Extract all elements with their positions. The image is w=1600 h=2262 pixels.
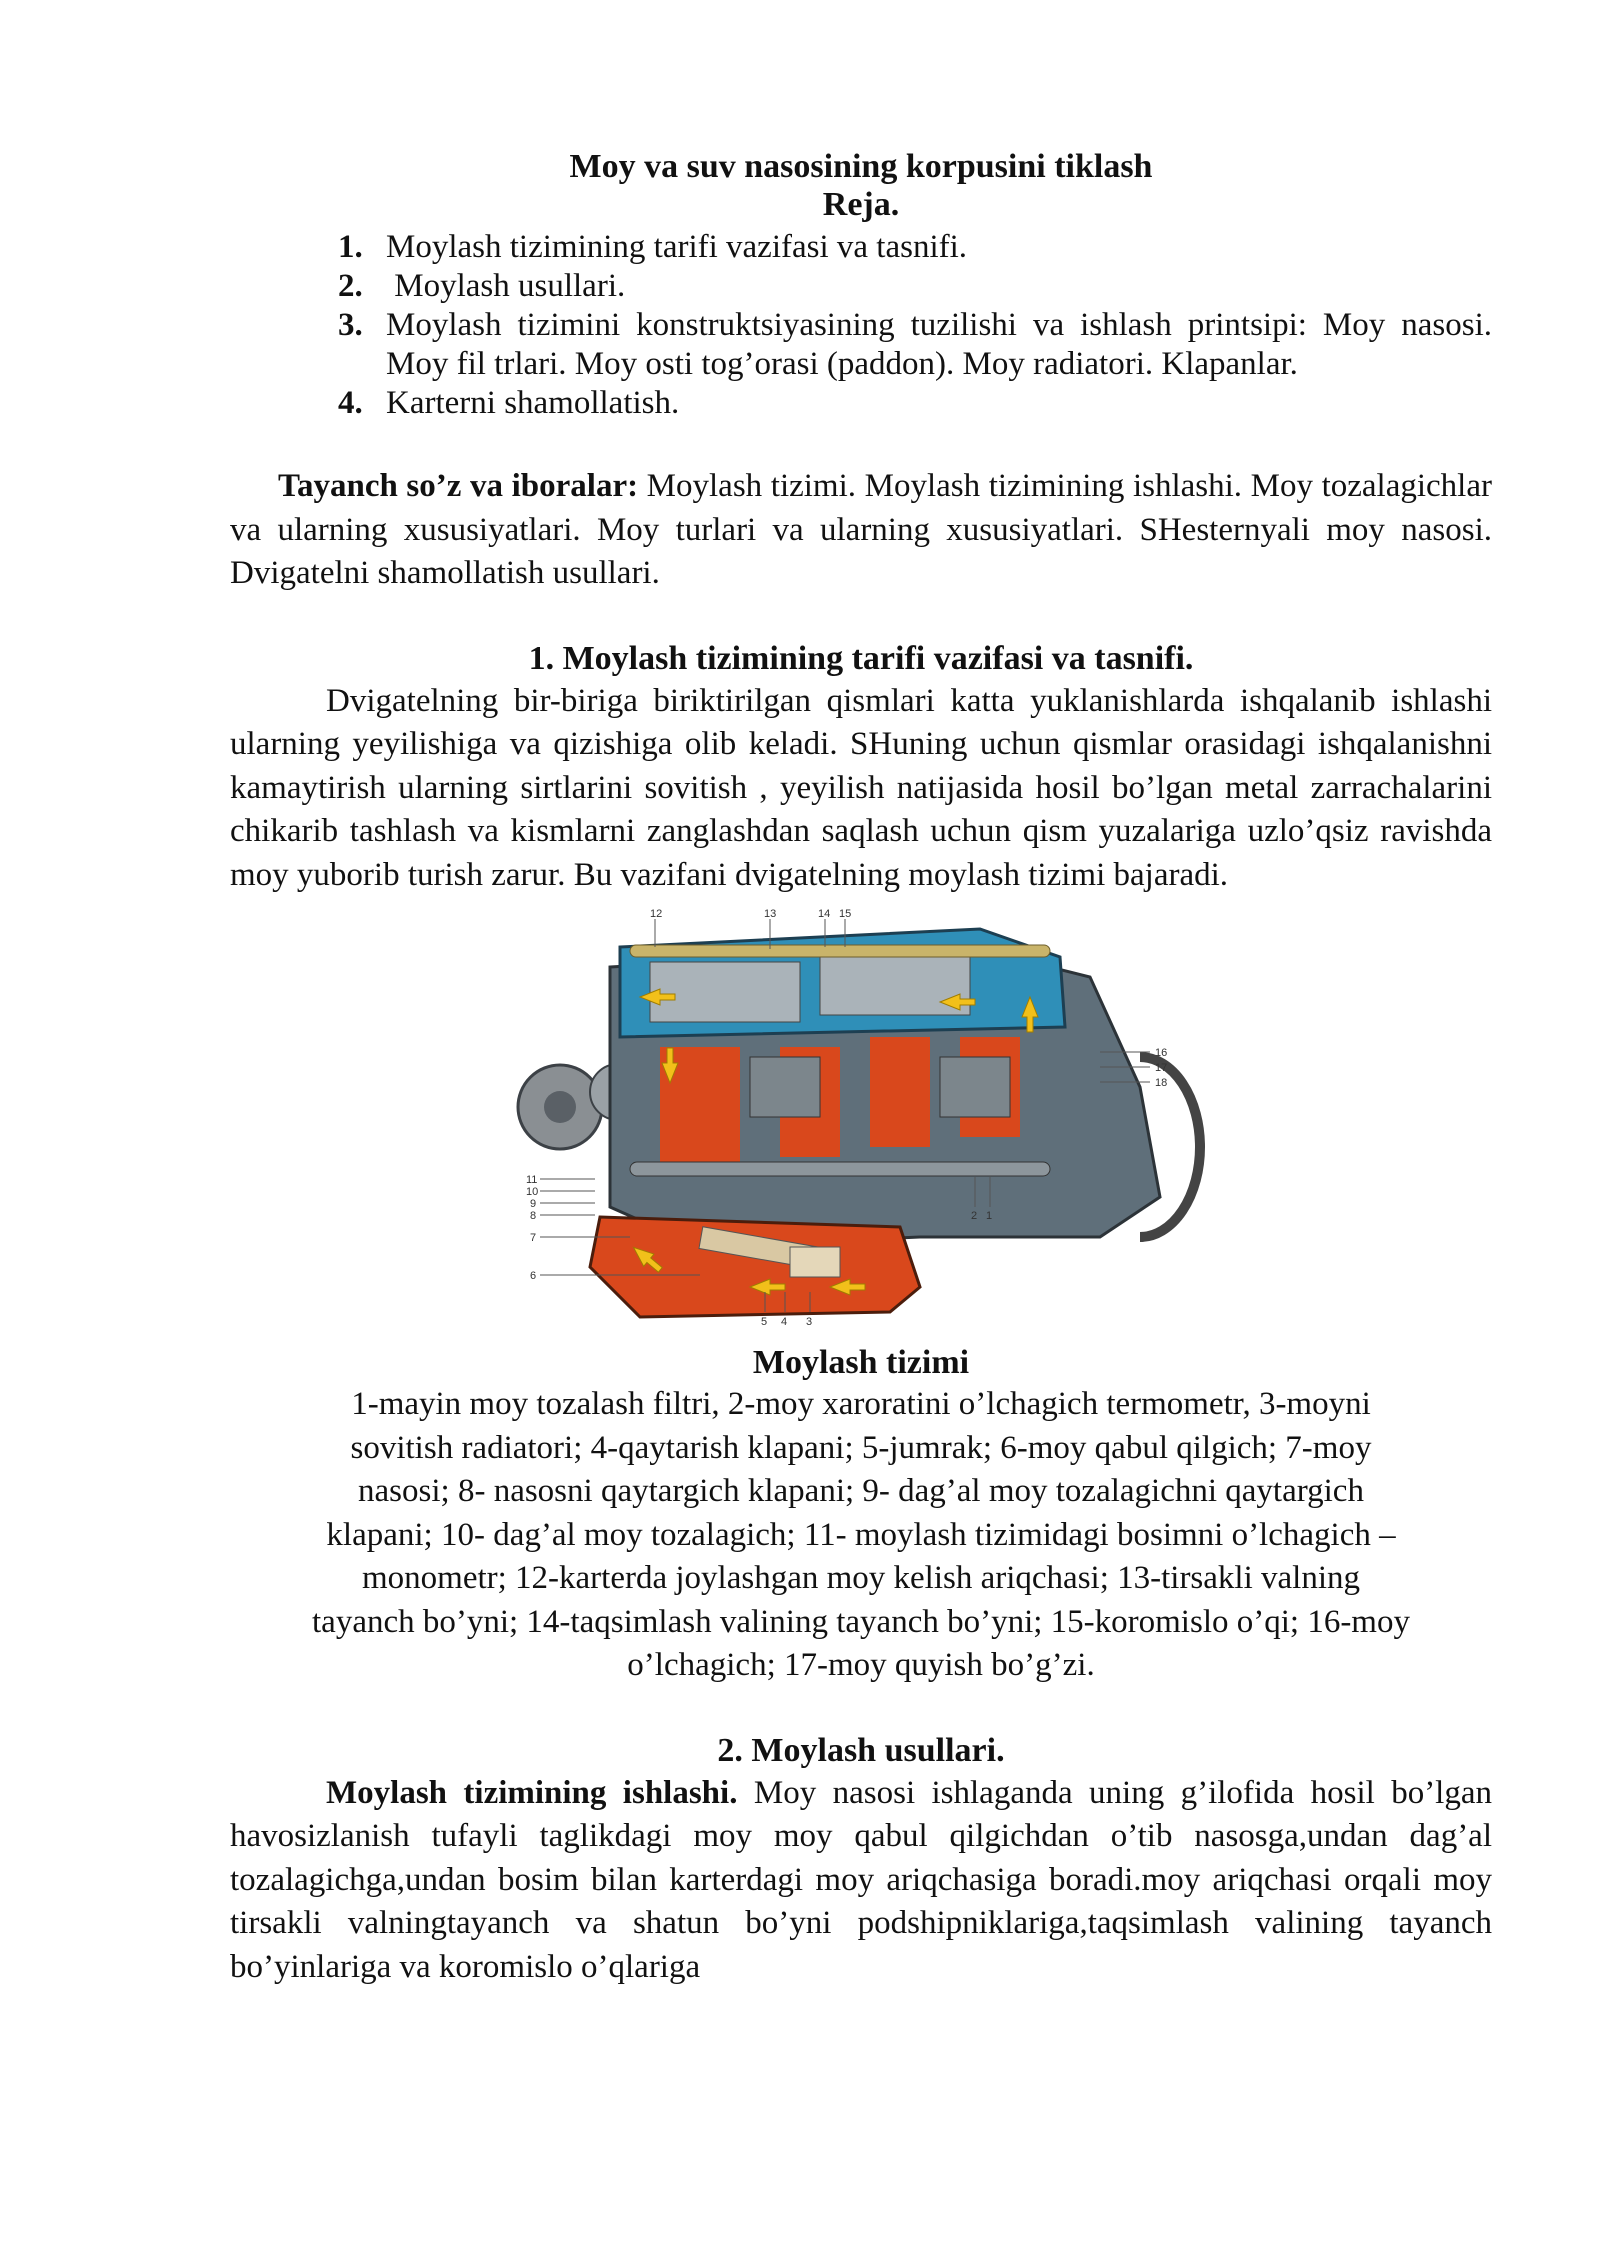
plan-item-text: Moylash usullari.	[386, 268, 626, 304]
engine-lubrication-figure	[500, 907, 1220, 1337]
figure-caption-line: tayanch bo’yni; 14-taqsimlash valining tayanch bo’yni; 15-koromislo o’qi; 16-moy	[312, 1603, 1410, 1640]
plan-item	[338, 306, 1492, 384]
plan-item-text: Karterni shamollatish.	[386, 385, 680, 421]
section1-heading: 1. Moylash tizimining tarifi vazifasi va tasnifi.	[528, 639, 1194, 677]
callout-5: 5	[761, 1316, 768, 1328]
callout-2: 2	[971, 1210, 978, 1222]
callout-12: 12	[650, 908, 663, 920]
spacer	[230, 596, 1492, 638]
callout-7: 7	[530, 1232, 537, 1244]
figure-caption-line: sovitish radiatori; 4-qaytarish klapani; 5-jumrak; 6-moy qabul qilgich; 7-moy	[350, 1429, 1372, 1466]
figure-caption-line: nasosi; 8- nasosni qaytargich klapani; 9- dag’al moy tozalagichni qaytargich	[358, 1473, 1364, 1509]
keywords-label: Tayanch so’z va iboralar:	[278, 468, 639, 504]
figure-caption-line: klapani; 10- dag’al moy tozalagich; 11- moylash tizimidagi bosimni o’lchagich –	[326, 1516, 1396, 1553]
plan-item-number: 4.	[338, 385, 363, 421]
document-title: Moy va suv nasosining korpusini tiklash	[569, 148, 1153, 185]
document-page	[230, 148, 1492, 1989]
callout-17: 17	[1155, 1062, 1168, 1074]
section2-lead: Moylash tizimining ishlashi.	[326, 1774, 738, 1811]
engine-cutaway-illustration	[500, 907, 1220, 1337]
callout-8: 8	[530, 1210, 537, 1222]
plan-list	[230, 228, 1492, 423]
plan-item-number: 1.	[338, 229, 363, 265]
plan-item-text: Moylash tizimining tarifi vazifasi va tasnifi.	[386, 229, 968, 265]
callout-4: 4	[781, 1316, 788, 1328]
keywords-text: Moylash tizimi. Moylash tizimining ishlashi. Moy tozalagichlar va ularning xususiyatlari. Moy turlari va ularning xususiyatlari. SHesternyali moy nasosi. Dvigatelni shamollatish usullari.	[230, 468, 1492, 591]
section1-paragraph: Dvigatelning bir-biriga biriktirilgan qismlari katta yuklanishlarda ishqalanib ishlashi ularning yeyilishiga va qizishiga olib keladi. SHuning uchun qismlar orasidagi ishqalanishni kamaytirish ularning sirtlarini sovitish , yeyilish natijasida hosil bo’lgan metal zarrachalarini chikarib tashlash va kismlarni zanglashdan saqlash uchun qism yuzalariga uzlo’qsiz ravishda moy yuborib turish zarur. Bu vazifani dvigatelning moylash tizimi bajaradi.	[230, 682, 1492, 893]
figure-caption-line: monometr; 12-karterda joylashgan moy kelish ariqchasi; 13-tirsakli valning	[361, 1560, 1360, 1596]
plan-item-text: Moylash tizimini konstruktsiyasining tuzilishi va ishlash printsipi: Moy nasosi. Moy fil trlari. Moy osti tog’orasi (paddon). Moy radiatori. Klapanlar.	[386, 307, 1492, 382]
plan-item	[338, 228, 1492, 267]
callout-18: 18	[1155, 1077, 1168, 1089]
figure-caption-line: o’lchagich; 17-moy quyish bo’g’zi.	[627, 1647, 1095, 1683]
callout-3: 3	[806, 1316, 813, 1328]
callout-10: 10	[526, 1186, 539, 1198]
crankshaft-shape	[630, 1162, 1050, 1176]
plan-item	[338, 384, 1492, 423]
figure-caption-title: Moylash tizimi	[752, 1344, 970, 1381]
callout-13: 13	[764, 908, 777, 920]
spacer	[230, 423, 1492, 465]
callout-1: 1	[986, 1210, 993, 1222]
callout-11: 11	[526, 1174, 538, 1186]
callout-6: 6	[530, 1270, 537, 1282]
keywords-paragraph	[230, 465, 1492, 596]
spacer	[230, 1688, 1492, 1730]
plan-item-number: 3.	[338, 307, 363, 343]
plan-item-number: 2.	[338, 268, 363, 304]
callout-9: 9	[530, 1198, 537, 1210]
plan-item	[338, 267, 1492, 306]
callout-14: 14	[818, 908, 831, 920]
camshaft-shape	[630, 945, 1050, 957]
plan-heading: Reja.	[822, 186, 900, 223]
oil-sump-shape	[590, 1217, 920, 1317]
section2-text: Moy nasosi ishlaganda uning g’ilofida hosil bo’lgan havosizlanish tufayli taglikdagi moy moy qabul qilgichdan o’tib nasosga,undan dag’al tozalagichga,undan bosim bilan karterdagi moy ariqchasiga boradi.moy ariqchasi orqali moy tirsakli valningtayanch va shatun bo’yni podshipniklariga,taqsimlash valining tayanch bo’yinlariga va koromislo o’qlariga	[230, 1774, 1492, 1985]
callout-15: 15	[839, 908, 852, 920]
section2-heading: 2. Moylash usullari.	[717, 1731, 1005, 1769]
figure-caption-line: 1-mayin moy tozalash filtri, 2-moy xaroratini o’lchagich termometr, 3-moyni	[351, 1386, 1371, 1422]
callout-16: 16	[1155, 1047, 1168, 1059]
section2-paragraph	[230, 1772, 1492, 1990]
